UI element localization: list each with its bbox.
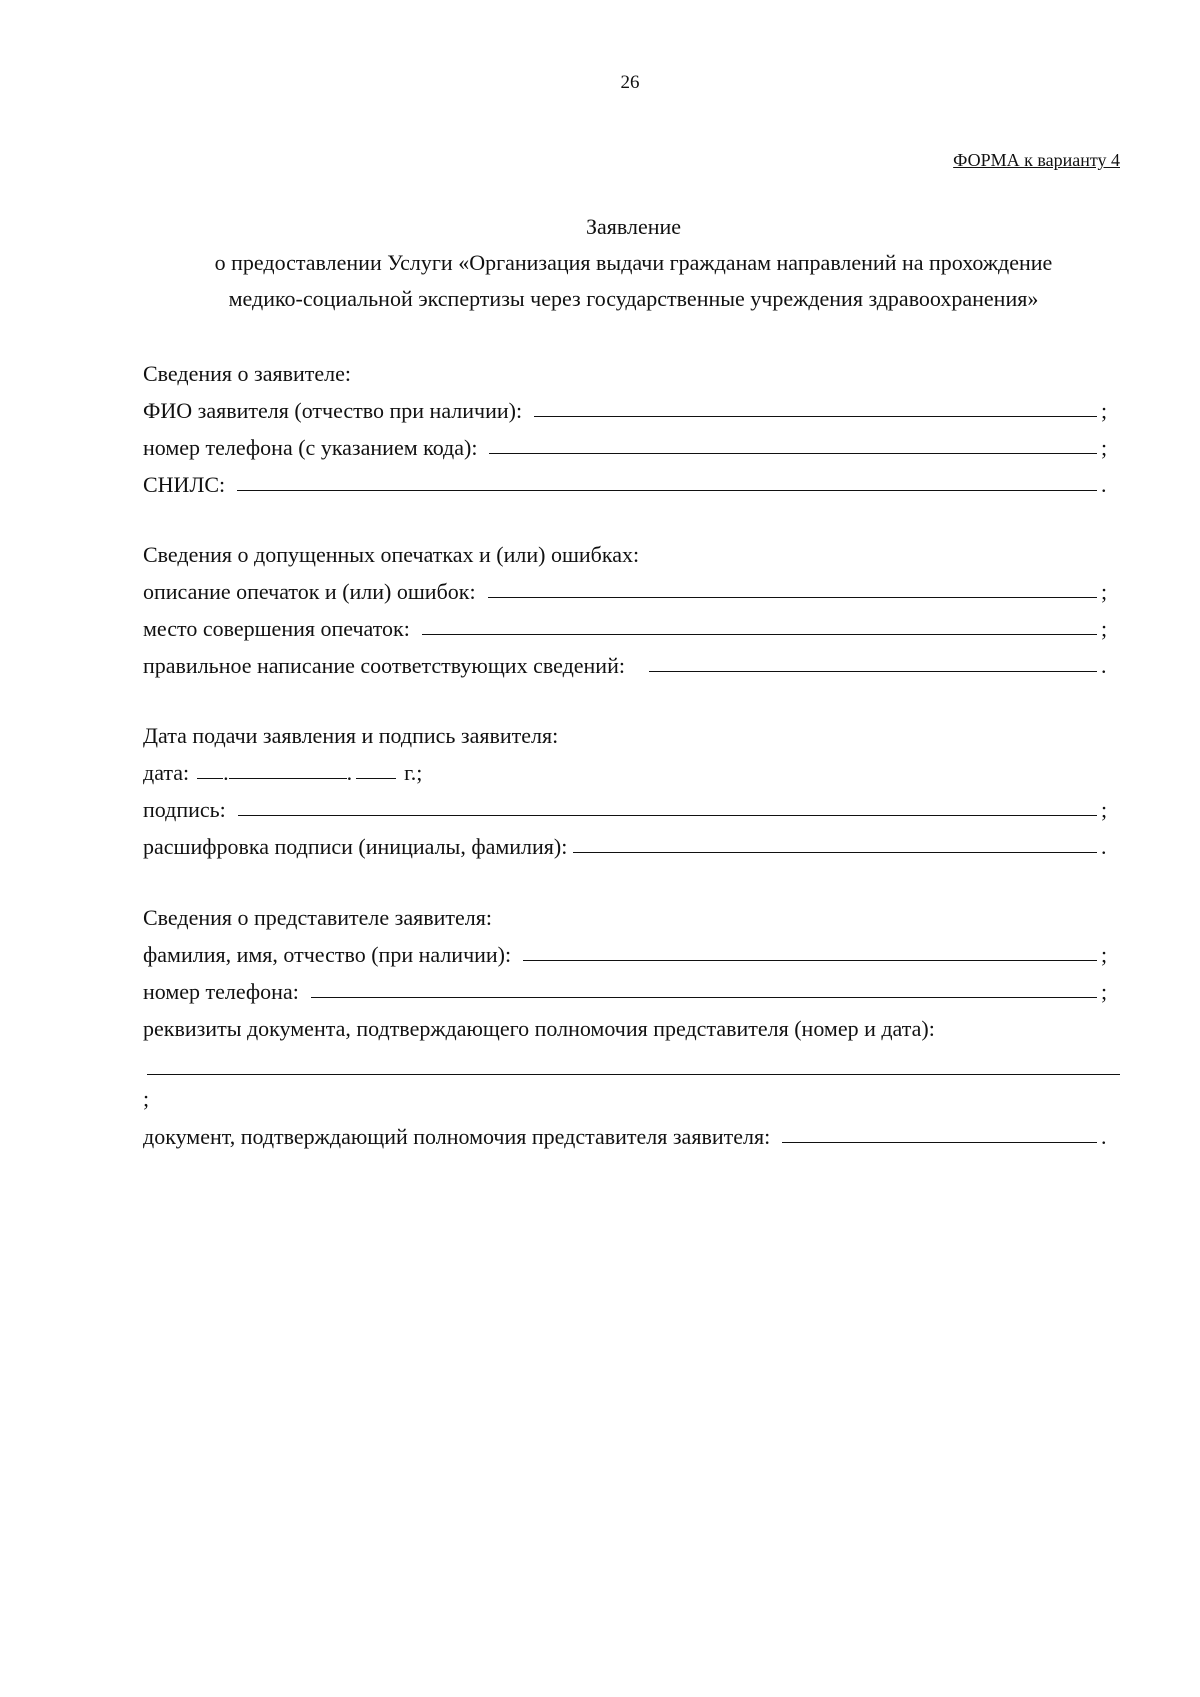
signature-decoding-row: [143, 823, 1109, 860]
applicant-snils-row: [143, 461, 1109, 498]
representative-phone-field[interactable]: [311, 996, 1097, 998]
representative-requisites-label: реквизиты документа, подтверждающего полномочия представителя (номер и дата):: [143, 1016, 935, 1041]
errors-place-field[interactable]: [422, 633, 1097, 635]
representative-fio-row: [143, 931, 1109, 968]
semicolon: ;: [1101, 616, 1108, 641]
errors-place-row: [143, 605, 1109, 642]
representative-fio-label: фамилия, имя, отчество (при наличии):: [143, 942, 512, 967]
applicant-snils-label: СНИЛС:: [143, 472, 226, 497]
representative-document-row: [143, 1113, 1109, 1150]
applicant-heading: Сведения о заявителе:: [143, 361, 352, 386]
period: .: [1101, 834, 1107, 859]
representative-phone-row: [143, 968, 1109, 1005]
errors-section: [143, 531, 1109, 679]
errors-description-field[interactable]: [488, 596, 1097, 598]
errors-description-label: описание опечаток и (или) ошибок:: [143, 579, 476, 604]
semicolon: ;: [1101, 398, 1108, 423]
semicolon: ;: [1101, 435, 1108, 460]
errors-correct-label: правильное написание соответствующих сведений:: [143, 653, 625, 678]
date-month-field[interactable]: [229, 777, 347, 779]
title-line-2: о предоставлении Услуги «Организация выдачи гражданам направлений на прохождение: [214, 250, 1053, 275]
errors-place-label: место совершения опечаток:: [143, 616, 410, 641]
form-reference: ФОРМА к варианту 4: [953, 150, 1120, 170]
year-suffix: г.;: [404, 760, 423, 785]
applicant-snils-field[interactable]: [237, 489, 1097, 491]
page-number: 26: [620, 72, 640, 93]
representative-requisites-field[interactable]: [147, 1074, 1120, 1075]
title-line-3: медико-социальной экспертизы через государственные учреждения здравоохранения»: [228, 286, 1039, 311]
date-dot: .: [223, 760, 229, 785]
applicant-phone-label: номер телефона (с указанием кода):: [143, 435, 478, 460]
errors-correct-row: [143, 642, 1109, 679]
applicant-heading-row: [143, 350, 1109, 387]
date-label: дата:: [143, 760, 190, 785]
semicolon: ;: [1101, 579, 1108, 604]
applicant-phone-row: [143, 424, 1109, 461]
signature-field[interactable]: [238, 814, 1097, 816]
semicolon: ;: [143, 1086, 150, 1111]
errors-correct-field[interactable]: [649, 670, 1097, 672]
applicant-phone-field[interactable]: [489, 452, 1097, 454]
representative-fio-field[interactable]: [523, 959, 1097, 961]
representative-requisites-row: [143, 1005, 1109, 1042]
applicant-fio-field[interactable]: [534, 415, 1097, 417]
semicolon: ;: [1101, 942, 1108, 967]
applicant-fio-row: [143, 387, 1109, 424]
representative-phone-label: номер телефона:: [143, 979, 299, 1004]
document-title: [143, 209, 1124, 317]
errors-heading: Сведения о допущенных опечатках и (или) ошибках:: [143, 542, 640, 567]
signature-decoding-label: расшифровка подписи (инициалы, фамилия):: [143, 834, 568, 859]
title-line-1: Заявление: [585, 214, 682, 239]
representative-heading-row: [143, 894, 1109, 931]
applicant-section: [143, 350, 1109, 498]
submission-section: [143, 712, 1109, 860]
submission-heading: Дата подачи заявления и подпись заявителя:: [143, 723, 559, 748]
period: .: [1101, 1124, 1107, 1149]
date-row: [143, 749, 1109, 786]
date-day-field[interactable]: [197, 777, 223, 779]
errors-description-row: [143, 568, 1109, 605]
signature-row: [143, 786, 1109, 823]
signature-decoding-field[interactable]: [573, 851, 1097, 853]
representative-document-section: [143, 1113, 1109, 1150]
errors-heading-row: [143, 531, 1109, 568]
date-dot: .: [346, 760, 353, 785]
applicant-fio-label: ФИО заявителя (отчество при наличии):: [143, 398, 523, 423]
signature-label: подпись:: [143, 797, 226, 822]
semicolon: ;: [1101, 979, 1108, 1004]
date-year-field[interactable]: [356, 777, 396, 779]
period: .: [1101, 653, 1107, 678]
representative-section: [143, 894, 1109, 1042]
representative-document-field[interactable]: [782, 1141, 1097, 1143]
representative-document-label: документ, подтверждающий полномочия представителя заявителя:: [143, 1124, 771, 1149]
period: .: [1101, 472, 1107, 497]
semicolon: ;: [1101, 797, 1108, 822]
submission-heading-row: [143, 712, 1109, 749]
representative-heading: Сведения о представителе заявителя:: [143, 905, 492, 930]
